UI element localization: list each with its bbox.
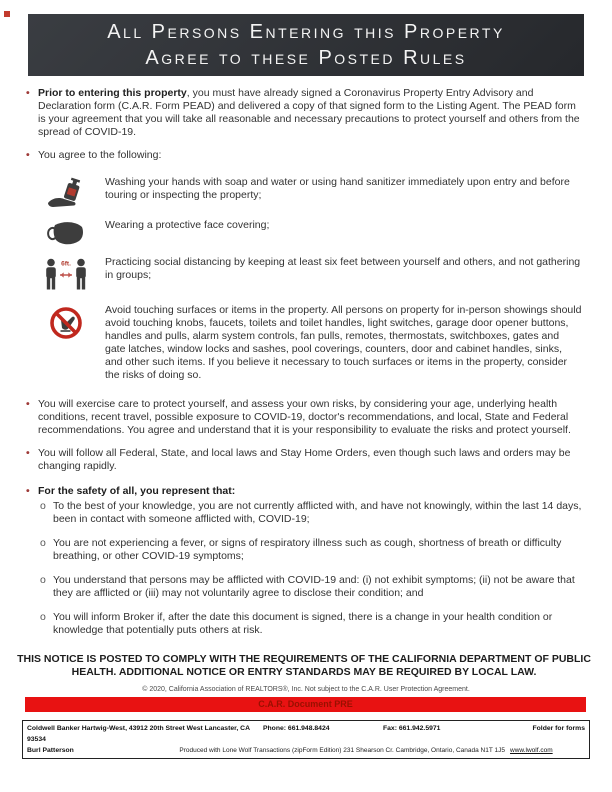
- safety-item-understanding-text: You understand that persons may be afflicted with COVID-19 and: (i) not exhibit symptoms; (ii) not be aware that they are afflicted or (iii) may not voluntarily agree to disclose their condition; and: [53, 574, 575, 599]
- sub-bullet-marker: o: [40, 500, 46, 512]
- safety-item-symptoms-text: You are not experiencing a fever, or signs of respiratory illness such as cough, shortness of breath or difficulty breathing, or other COVID-19 symptoms;: [53, 537, 562, 562]
- title-line-1: All Persons Entering this Property: [107, 21, 505, 43]
- rule-face-covering: [26, 219, 582, 246]
- rule-hand-washing-text: Washing your hands with soap and water or using hand sanitizer immediately upon entry and before touring or inspecting the property;: [105, 176, 570, 201]
- office-phone: Phone: 661.948.8424: [263, 725, 330, 732]
- social-distancing-icon: [26, 256, 105, 292]
- rule-prior-entry: [26, 87, 582, 139]
- safety-item-understanding: [40, 574, 582, 600]
- safety-item-knowledge: [40, 500, 582, 526]
- lwolf-link[interactable]: www.lwolf.com: [510, 747, 553, 754]
- safety-item-inform-broker: [40, 611, 582, 637]
- office-name-address: Coldwell Banker Hartwig-West, 43912 20th Street West Lancaster, CA 93534: [27, 725, 250, 743]
- folder-label: Folder for forms: [532, 725, 585, 732]
- office-fax: Fax: 661.942.5971: [383, 725, 441, 732]
- hand-sanitizer-icon: [26, 176, 105, 209]
- rule-follow-laws: [26, 447, 582, 473]
- produced-with-line: [147, 745, 585, 756]
- bullet-marker: •: [26, 398, 30, 410]
- produced-with-text: Produced with Lone Wolf Transactions (zipForm Edition) 231 Shearson Cr. Cambridge, Ontario, Canada N1T 1J5: [179, 747, 506, 754]
- corner-mark: [4, 11, 10, 17]
- rule-face-covering-text: Wearing a protective face covering;: [105, 219, 270, 231]
- car-document-stamp: C.A.R. Document PRE: [25, 697, 586, 712]
- title-banner: [28, 14, 584, 76]
- safety-item-symptoms: [40, 537, 582, 563]
- rule-follow-laws-text: You will follow all Federal, State, and local laws and Stay Home Orders, even though such laws and orders may be changing rapidly.: [38, 447, 571, 472]
- rule-prior-entry-text: [38, 87, 582, 139]
- six-feet-label: 6ft.: [60, 260, 71, 268]
- rule-avoid-touching-text: Avoid touching surfaces or items in the property. All persons on property for in-person showings should avoid touching knobs, faucets, toilets and toilet handles, light switches, garage door opener buttons, handles and pulls, alarm system controls, fan pulls, remotes, thermostats, switchboxes, gates and gate latches, window locks and sashes, pool coverings, counters, door and cabinet handles, sinks, and other such items. If you believe it necessary to touch surfaces or items in the property, consider the risks of doing so.: [105, 304, 582, 381]
- safety-heading: [26, 485, 582, 498]
- rule-social-distancing-text: Practicing social distancing by keeping at least six feet between yourself and others, and not gathering in groups;: [105, 256, 581, 281]
- sub-bullet-marker: o: [40, 537, 46, 549]
- rule-agree-following-text: You agree to the following:: [38, 149, 162, 161]
- agent-name: Burl Patterson: [27, 747, 74, 754]
- rule-social-distancing: [26, 256, 582, 292]
- footer-row-office: [27, 723, 585, 745]
- rule-prior-entry-rest: , you must have already signed a Coronavirus Property Entry Advisory and Declaration form (C.A.R. Form PEAD) and delivered a copy of that signed form to the Listing Agent. The PEAD form is your agreement that you will take all reasonable and necessary precautions to protect yourself and others from the spread of COVID-19.: [38, 87, 580, 138]
- copyright-line: © 2020, California Association of REALTORS®, Inc. Not subject to the C.A.R. User Protection Agreement.: [142, 686, 470, 693]
- document-body: [0, 87, 612, 637]
- sub-bullet-marker: o: [40, 611, 46, 623]
- safety-item-inform-broker-text: You will inform Broker if, after the date this document is signed, there is a change in your health condition or knowledge that potentially puts others at risk.: [53, 611, 553, 636]
- title-line-2: Agree to these Posted Rules: [145, 47, 467, 69]
- safety-item-knowledge-text: To the best of your knowledge, you are not currently afflicted with, and have not knowingly, within the last 14 days, been in contact with someone afflicted with, COVID-19;: [53, 500, 582, 525]
- rule-hand-washing: [26, 176, 582, 209]
- sub-bullet-marker: o: [40, 574, 46, 586]
- rule-exercise-care-text: You will exercise care to protect yourself, and assess your own risks, by considering your age, underlying health conditions, recent travel, possible exposure to COVID-19, doctor's recommendations, and local, State and Federal recommendations. You agree and understand that it is your responsibility to evaluate the risks and protect yourself.: [38, 398, 571, 436]
- rule-agree-following: [26, 149, 582, 162]
- no-touching-icon: [26, 304, 105, 382]
- rule-prior-entry-lead: Prior to entering this property: [38, 87, 187, 99]
- face-mask-icon: [26, 219, 105, 246]
- bullet-marker: •: [26, 447, 30, 459]
- rule-exercise-care: [26, 398, 582, 437]
- bullet-marker: •: [26, 485, 30, 497]
- rule-avoid-touching: [26, 304, 582, 382]
- compliance-notice: THIS NOTICE IS POSTED TO COMPLY WITH THE REQUIREMENTS OF THE CALIFORNIA DEPARTMENT OF PUBLIC HEALTH. ADDITIONAL NOTICE OR ENTRY STANDARDS MAY BE REQUIRED BY LOCAL LAW.: [17, 653, 591, 678]
- bullet-marker: •: [26, 149, 30, 161]
- bullet-marker: •: [26, 87, 30, 99]
- safety-heading-text: For the safety of all, you represent that:: [38, 485, 236, 497]
- broker-footer: [22, 720, 590, 759]
- footer-row-agent: [27, 745, 585, 756]
